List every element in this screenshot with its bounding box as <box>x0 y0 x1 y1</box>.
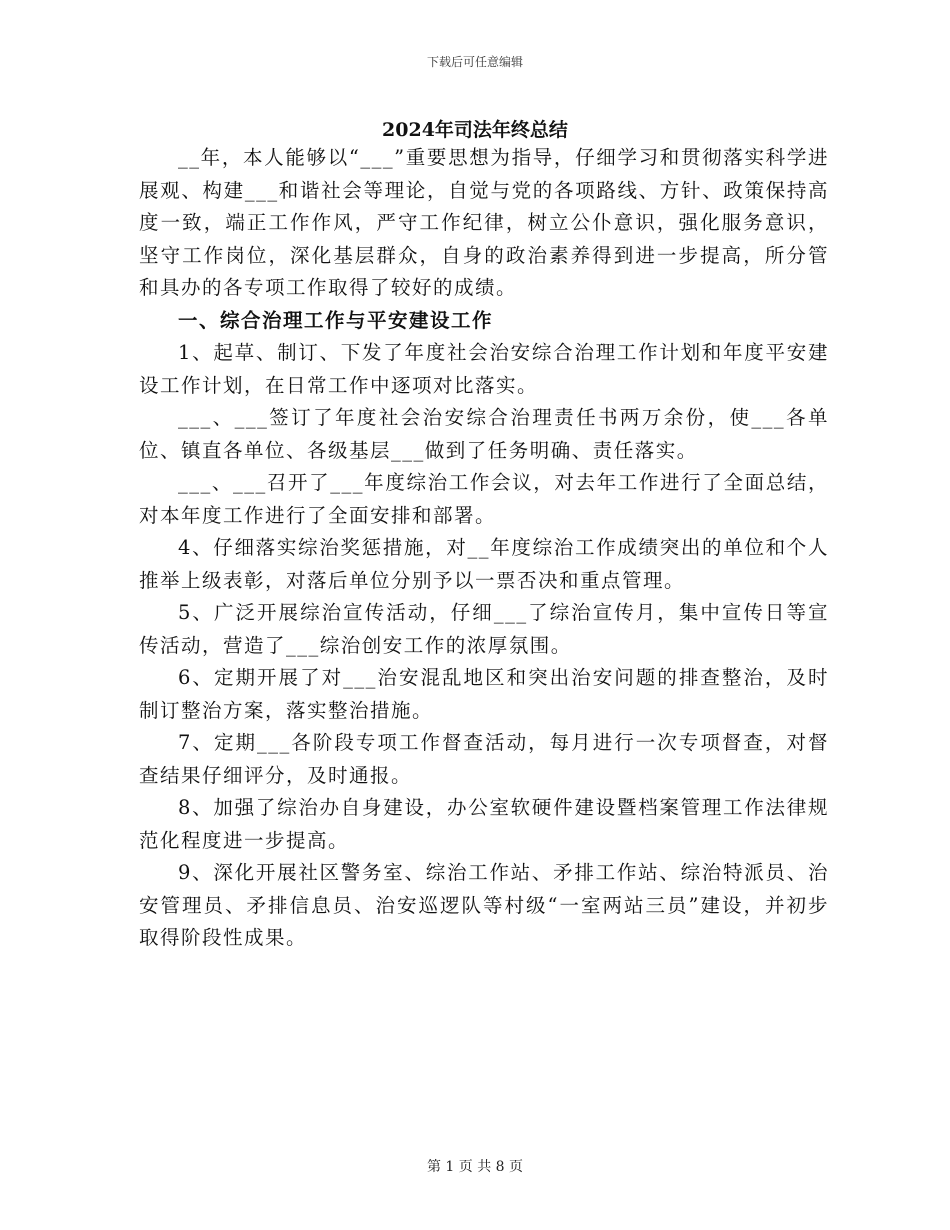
document-body <box>139 142 829 955</box>
header-note: 下载后可任意编辑 <box>426 55 523 69</box>
list-item: ___、___召开了___年度综治工作会议，对去年工作进行了全面总结，对本年度工作进行了全面安排和部署。 <box>139 471 829 527</box>
list-item: ___、___签订了年度社会治安综合治理责任书两万余份，使___各单位、镇直各单位、各级基层___做到了任务明确、责任落实。 <box>139 406 829 462</box>
intro-paragraph: __年，本人能够以“___”重要思想为指导，仔细学习和贯彻落实科学进展观、构建___和谐社会等理论，自觉与党的各项路线、方针、政策保持高度一致，端正工作作风，严守工作纪律，树立公仆意识，强化服务意识，坚守工作岗位，深化基层群众，自身的政治素养得到进一步提高，所分管和具办的各专项工作取得了较好的成绩。 <box>139 146 829 299</box>
list-item: 7、定期___各阶段专项工作督查活动，每月进行一次专项督查，对督查结果仔细评分，及时通报。 <box>139 731 829 787</box>
page-number: 第 1 页 共 8 页 <box>426 1159 524 1175</box>
list-item: 5、广泛开展综治宣传活动，仔细___了综治宣传月，集中宣传日等宣传活动，营造了___综治创安工作的浓厚氛围。 <box>139 601 829 657</box>
section-heading-1: 一、综合治理工作与平安建设工作 <box>178 308 494 332</box>
list-item: 6、定期开展了对___治安混乱地区和突出治安问题的排查整治，及时制订整治方案，落实整治措施。 <box>139 666 829 722</box>
list-item: 4、仔细落实综治奖惩措施，对__年度综治工作成绩突出的单位和个人推举上级表彰，对落后单位分别予以一票否决和重点管理。 <box>139 536 829 592</box>
list-item: 1、起草、制订、下发了年度社会治安综合治理工作计划和年度平安建设工作计划，在日常工作中逐项对比落实。 <box>139 341 829 397</box>
list-item: 8、加强了综治办自身建设，办公室软硬件建设暨档案管理工作法律规范化程度进一步提高。 <box>139 796 829 852</box>
document-title: 2024年司法年终总结 <box>382 119 568 141</box>
list-item: 9、深化开展社区警务室、综治工作站、矛排工作站、综治特派员、治安管理员、矛排信息员、治安巡逻队等村级“一室两站三员”建设，并初步取得阶段性成果。 <box>139 861 829 949</box>
